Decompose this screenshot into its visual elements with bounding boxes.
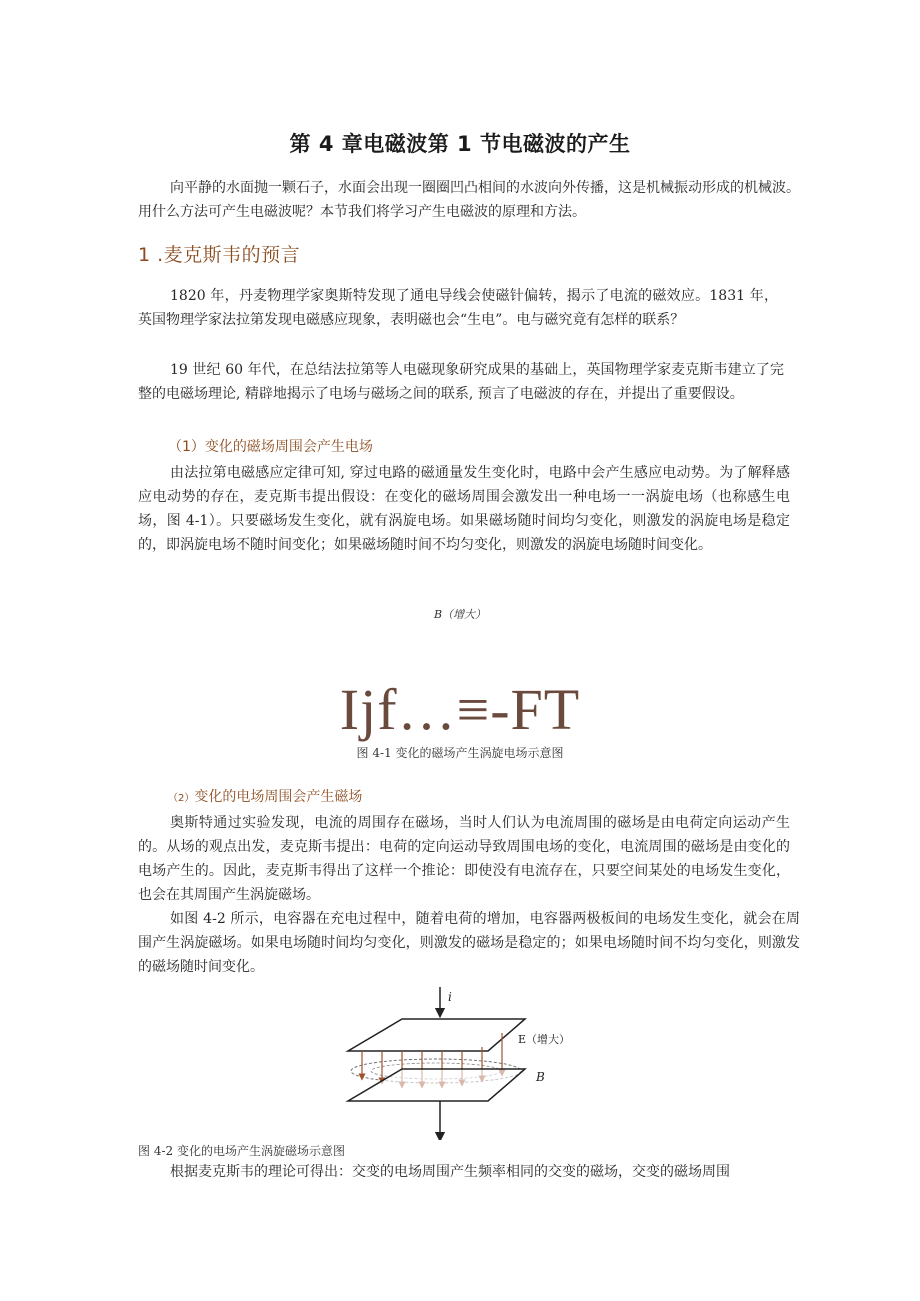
subheading-text: 变化的电场周围会产生磁场 xyxy=(194,789,363,805)
paragraph-induced-electric-field: 由法拉第电磁感应定律可知, 穿过电路的磁通量发生变化时，电路中会产生感应电动势。为了解释感应电动势的存在，麦克斯韦提出假设：在变化的磁场周围会激发出一种电场一一涡旋电场（也称感生电场，图 4-1）。只要磁场发生变化，就有涡旋电场。如果磁场随时间均匀变化，则激发的涡旋电场是稳定的，即涡旋电场不随时间变化；如果磁场随时间不均匀变化，则激发的涡旋电场随时间变化。 xyxy=(138,465,790,553)
paragraph-oersted: 奥斯特通过实验发现，电流的周围存在磁场，当时人们认为电流周围的磁场是由电荷定向运动产生的。从场的观点出发，麦克斯韦提出：电荷的定向运动导致周围电场的变化，电流周围的磁场是由变化的电场产生的。因此，麦克斯韦得出了这样一个推论：即使没有电流存在，只要空间某处的电场发生变化，也会在其周围产生涡旋磁场。 xyxy=(138,815,790,903)
paragraph-capacitor: 如图 4-2 所示，电容器在充电过程中，随着电荷的增加，电容器两极板间的电场发生变化，就会在周围产生涡旋磁场。如果电场随时间均匀变化，则激发的磁场是稳定的；如果电场随时间不均匀变化，则激发的磁场随时间变化。 xyxy=(138,911,800,975)
paragraph-final: 根据麦克斯韦的理论可得出：交变的电场周围产生频率相同的交变的磁场，交变的磁场周围 xyxy=(170,1164,730,1180)
figure2-label-b: B xyxy=(536,1070,545,1084)
paragraph-history: 1820 年，丹麦物理学家奥斯特发现了通电导线会使磁针偏转，揭示了电流的磁效应。1831 年，英国物理学家法拉第发现电磁感应现象，表明磁也会“生电”。电与磁究竟有怎样的联系？ xyxy=(138,288,778,328)
subheading-changing-electric-field xyxy=(168,786,362,806)
figure2-label-i: i xyxy=(448,990,452,1004)
figure1-b-label: B（增大） xyxy=(433,608,487,621)
figure1-garbled-text: Ijf…≡-FT xyxy=(339,677,581,742)
subheading-number: （2） xyxy=(168,793,195,804)
figure2-label-e: E（增大） xyxy=(518,1033,571,1046)
intro-paragraph: 向平静的水面抛一颗石子，水面会出现一圈圈凹凸相间的水波向外传播，这是机械振动形成的机械波。用什么方法可产生电磁波呢？本节我们将学习产生电磁波的原理和方法。 xyxy=(138,180,800,220)
paragraph-maxwell-theory: 19 世纪 60 年代，在总结法拉第等人电磁现象研究成果的基础上，英国物理学家麦克斯韦建立了完整的电磁场理论, 精辟地揭示了电场与磁场之间的联系, 预言了电磁波的存在，并提出了重要假设。 xyxy=(138,362,784,402)
page-title: 第 4 章电磁波第 1 节电磁波的产生 xyxy=(289,132,631,156)
figure2-caption: 图 4-2 变化的电场产生涡旋磁场示意图 xyxy=(138,1144,345,1158)
figure2-top-plate xyxy=(348,1019,525,1051)
subheading-changing-magnetic-field: （1）变化的磁场周围会产生电场 xyxy=(168,439,373,455)
figure2-capacitor-diagram xyxy=(340,985,600,1140)
figure1-caption: 图 4-1 变化的磁场产生涡旋电场示意图 xyxy=(356,746,564,760)
section-heading-maxwell: 1 .麦克斯韦的预言 xyxy=(138,244,301,266)
